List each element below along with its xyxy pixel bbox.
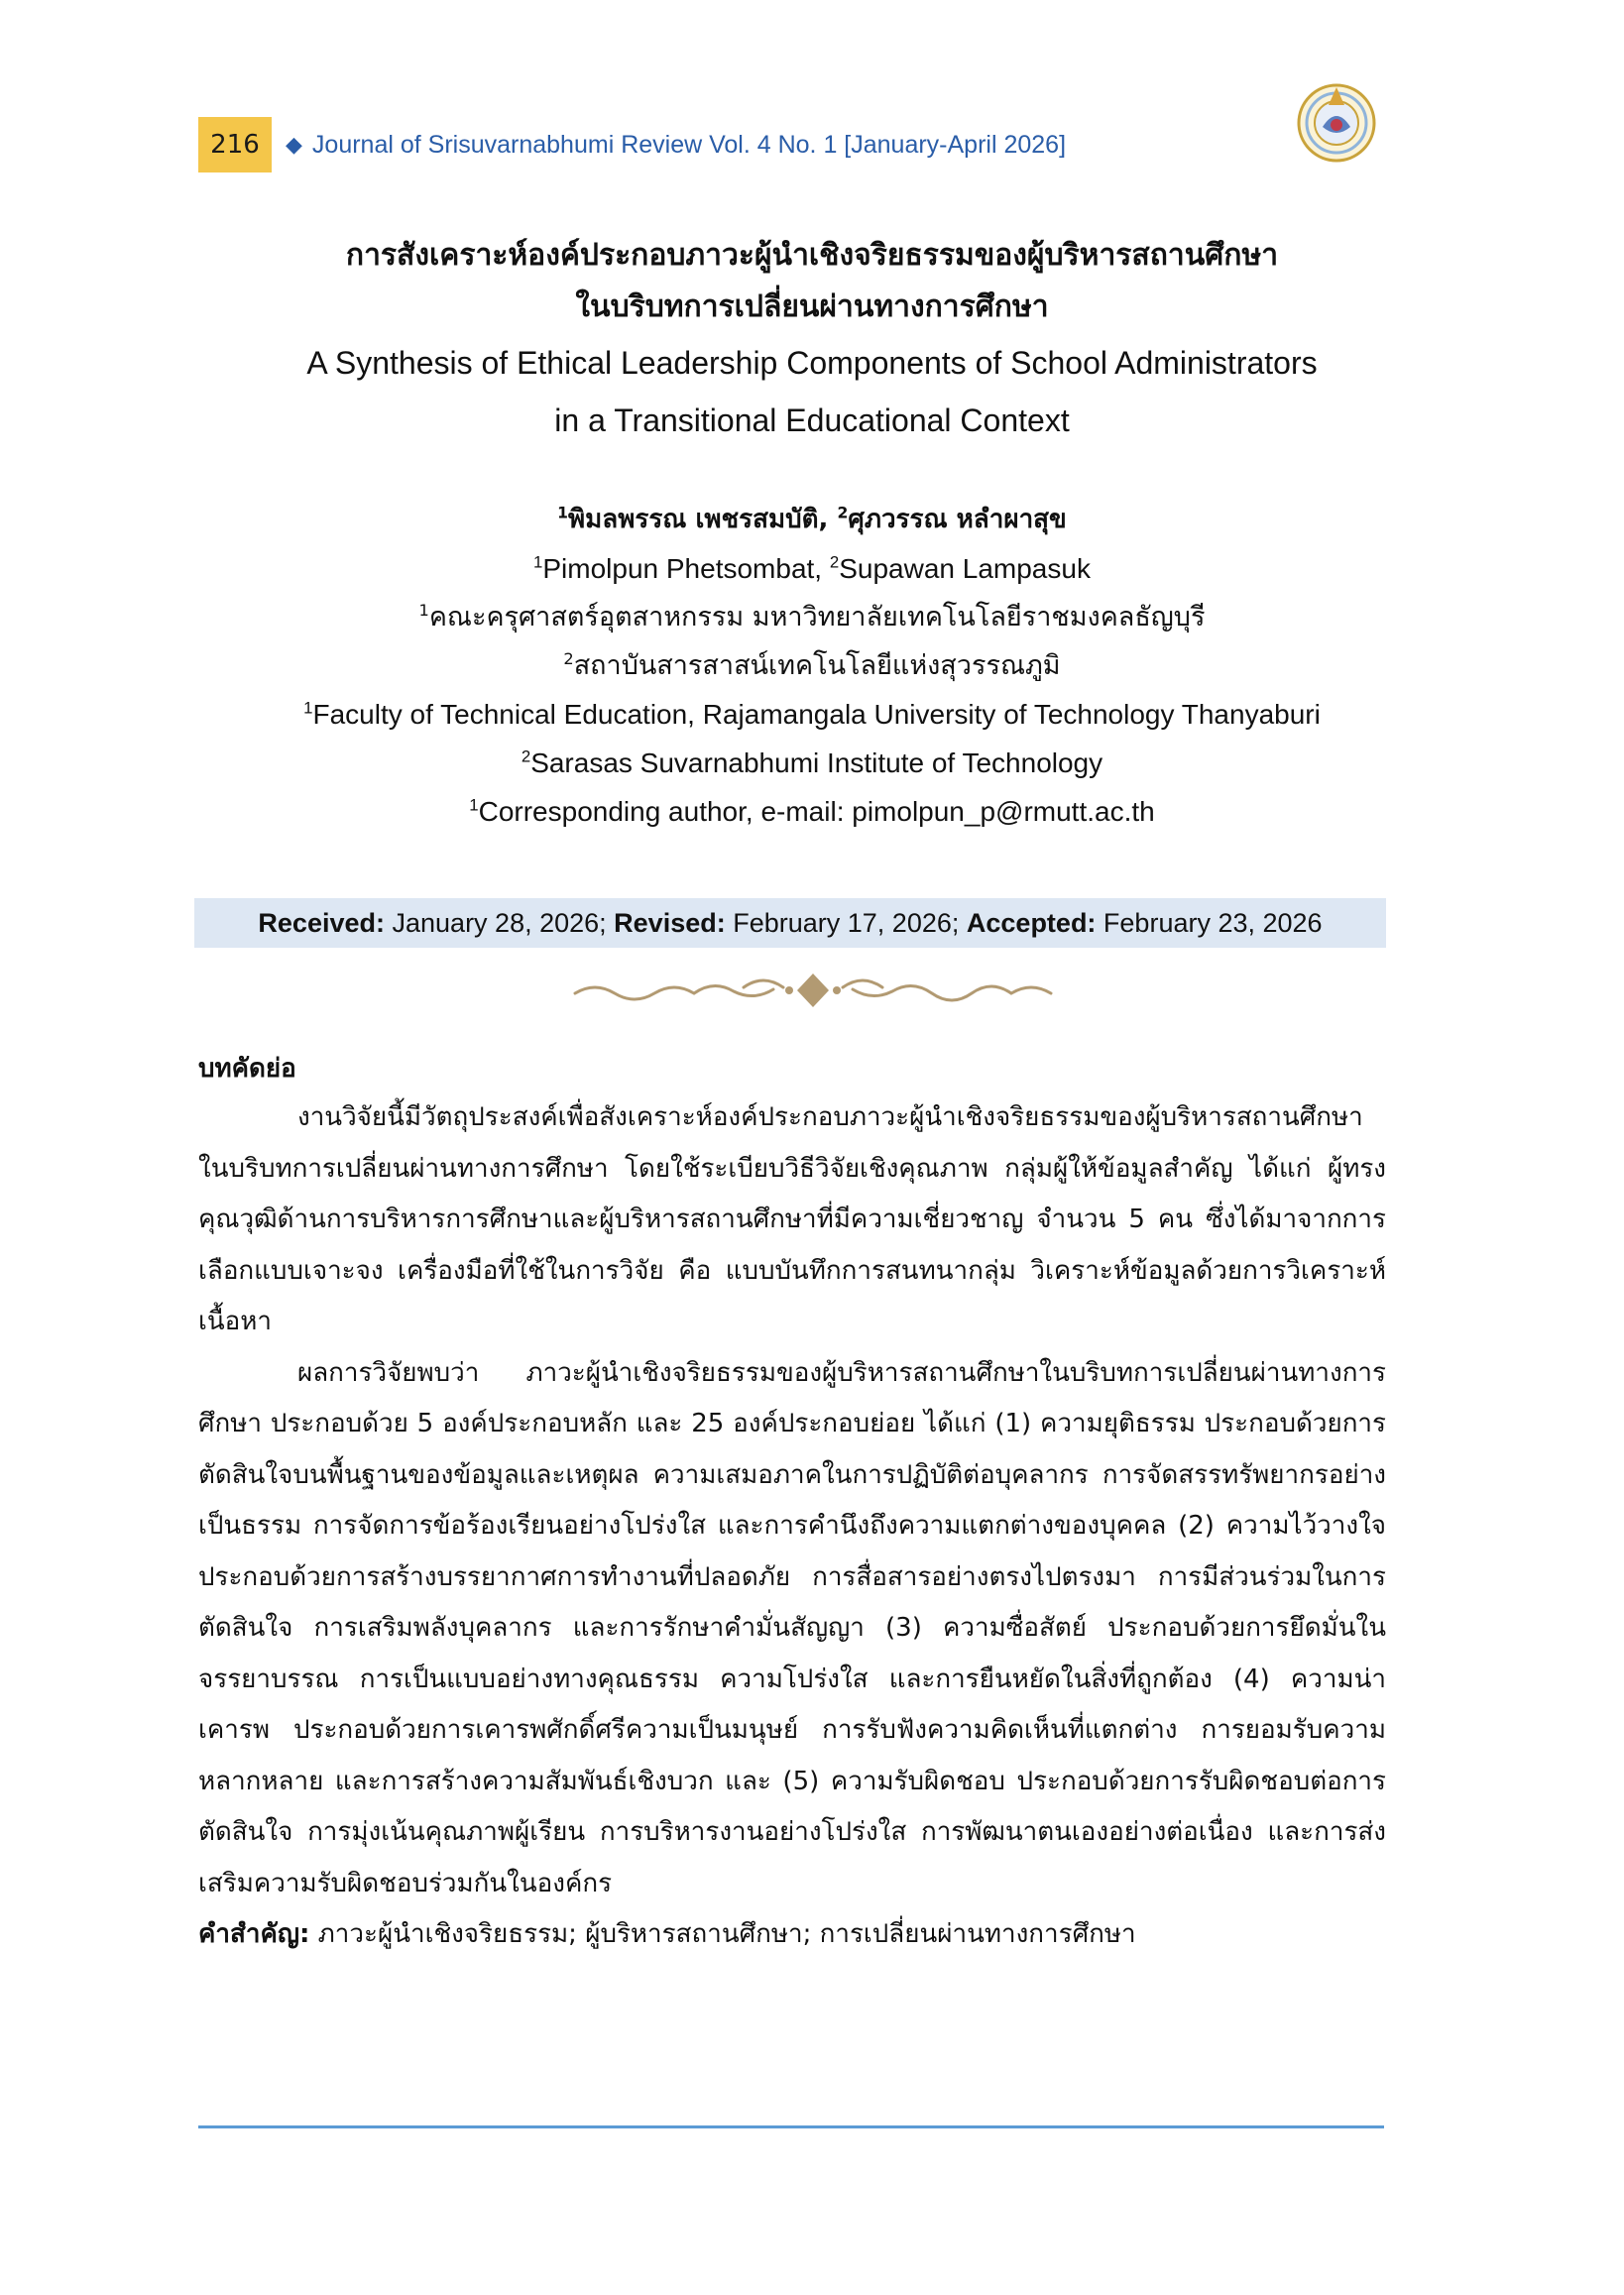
title-thai-line-1: การสังเคราะห์องค์ประกอบภาวะผู้นำเชิงจริยธรรมของผู้บริหารสถานศึกษา [345,238,1279,273]
title-english-line-1: A Synthesis of Ethical Leadership Components of School Administrators [306,345,1318,381]
author-block [159,496,1465,836]
footer-rule [198,2125,1384,2128]
accepted-label: Accepted: [966,907,1097,938]
journal-title: Journal of Srisuvarnabhumi Review Vol. 4 No. 1 [January-April 2026] [311,130,1067,159]
affiliation-1-english: $^1$Faculty of Technical Education, Rajamangala University of Technology Thanyaburi [303,698,1321,730]
keywords-list: ภาวะผู้นำเชิงจริยธรรม; ผู้บริหารสถานศึกษา; การเปลี่ยนผ่านทางการศึกษา [309,1919,1136,1949]
revised-label: Revised: [614,907,726,938]
title-english-line-2: in a Transitional Educational Context [554,402,1070,438]
abstract-heading: บทคัดย่อ [198,1054,296,1084]
diamond-bullet-icon: ◆ [286,132,302,158]
affiliation-2-thai: $^2$สถาบันสารสาสน์เทคโนโลยีแห่งสุวรรณภูมิ [563,649,1061,681]
corresponding-author[interactable]: $^1$Corresponding author, e-mail: pimolpun_p@rmutt.ac.th [469,795,1155,827]
affiliation-2-english: $^2$Sarasas Suvarnabhumi Institute of Technology [521,746,1103,778]
received-date: January 28, 2026; [385,907,615,938]
abstract-paragraph-1: งานวิจัยนี้มีวัตถุประสงค์เพื่อสังเคราะห์องค์ประกอบภาวะผู้นำเชิงจริยธรรมของผู้บริหารสถานศึกษาในบริบทการเปลี่ยนผ่านทางการศึกษา โดยใช้ระเบียบวิธีวิจัยเชิงคุณภาพ กลุ่มผู้ให้ข้อมูลสำคัญ ได้แก่ ผู้ทรงคุณวุฒิด้านการบริหารการศึกษาและผู้บริหารสถานศึกษาที่มีความเชี่ยวชาญ จำนวน 5 คน ซึ่งได้มาจากการเลือกแบบเจาะจง เครื่องมือที่ใช้ในการวิจัย คือ แบบบันทึกการสนทนากลุ่ม วิเคราะห์ข้อมูลด้วยการวิเคราะห์เนื้อหา [198,1102,1386,1336]
title-block [159,230,1465,448]
ornament-divider-icon [555,968,1071,1013]
authors-english: $^1$Pimolpun Phetsombat, $^2$Supawan Lampasuk [533,552,1091,584]
authors-thai: $^1$พิมลพรรณ เพชรสมบัติ, $^2$ศุภวรรณ หลำผาสุข [557,504,1067,534]
accepted-date: February 23, 2026 [1096,907,1323,938]
received-label: Received: [258,907,385,938]
submission-dates [194,898,1386,948]
page-number: 216 [198,117,272,172]
title-thai-line-2: ในบริบทการเปลี่ยนผ่านทางการศึกษา [575,289,1049,324]
university-seal-icon [1295,75,1378,167]
keywords-label: คำสำคัญ: [198,1919,310,1949]
keywords [198,1909,1386,1961]
abstract-section [198,1049,1386,1961]
revised-date: February 17, 2026; [725,907,967,938]
affiliation-1-thai: $^1$คณะครุศาสตร์อุตสาหกรรม มหาวิทยาลัยเทคโนโลยีราชมงคลธัญบุรี [418,601,1206,632]
abstract-paragraph-2: ผลการวิจัยพบว่า ภาวะผู้นำเชิงจริยธรรมของผู้บริหารสถานศึกษาในบริบทการเปลี่ยนผ่านทางการศึกษา ประกอบด้วย 5 องค์ประกอบหลัก และ 25 องค์ประกอบย่อย ได้แก่ (1) ความยุติธรรม ประกอบด้วยการตัดสินใจบนพื้นฐานของข้อมูลและเหตุผล ความเสมอภาคในการปฏิบัติต่อบุคลากร การจัดสรรทรัพยากรอย่างเป็นธรรม การจัดการข้อร้องเรียนอย่างโปร่งใส และการคำนึงถึงความแตกต่างของบุคคล (2) ความไว้วางใจ ประกอบด้วยการสร้างบรรยากาศการทำงานที่ปลอดภัย การสื่อสารอย่างตรงไปตรงมา การมีส่วนร่วมในการตัดสินใจ การเสริมพลังบุคลากร และการรักษาคำมั่นสัญญา (3) ความซื่อสัตย์ ประกอบด้วยการยึดมั่นในจรรยาบรรณ การเป็นแบบอย่างทางคุณธรรม ความโปร่งใส และการยืนหยัดในสิ่งที่ถูกต้อง (4) ความน่าเคารพ ประกอบด้วยการเคารพศักดิ์ศรีความเป็นมนุษย์ การรับฟังความคิดเห็นที่แตกต่าง การยอมรับความหลากหลาย และการสร้างความสัมพันธ์เชิงบวก และ (5) ความรับผิดชอบ ประกอบด้วยการรับผิดชอบต่อการตัดสินใจ การมุ่งเน้นคุณภาพผู้เรียน การบริหารงานอย่างโปร่งใส การพัฒนาตนเองอย่างต่อเนื่อง และการส่งเสริมความรับผิดชอบร่วมกันในองค์กร [198,1357,1386,1898]
running-header [198,117,1066,172]
